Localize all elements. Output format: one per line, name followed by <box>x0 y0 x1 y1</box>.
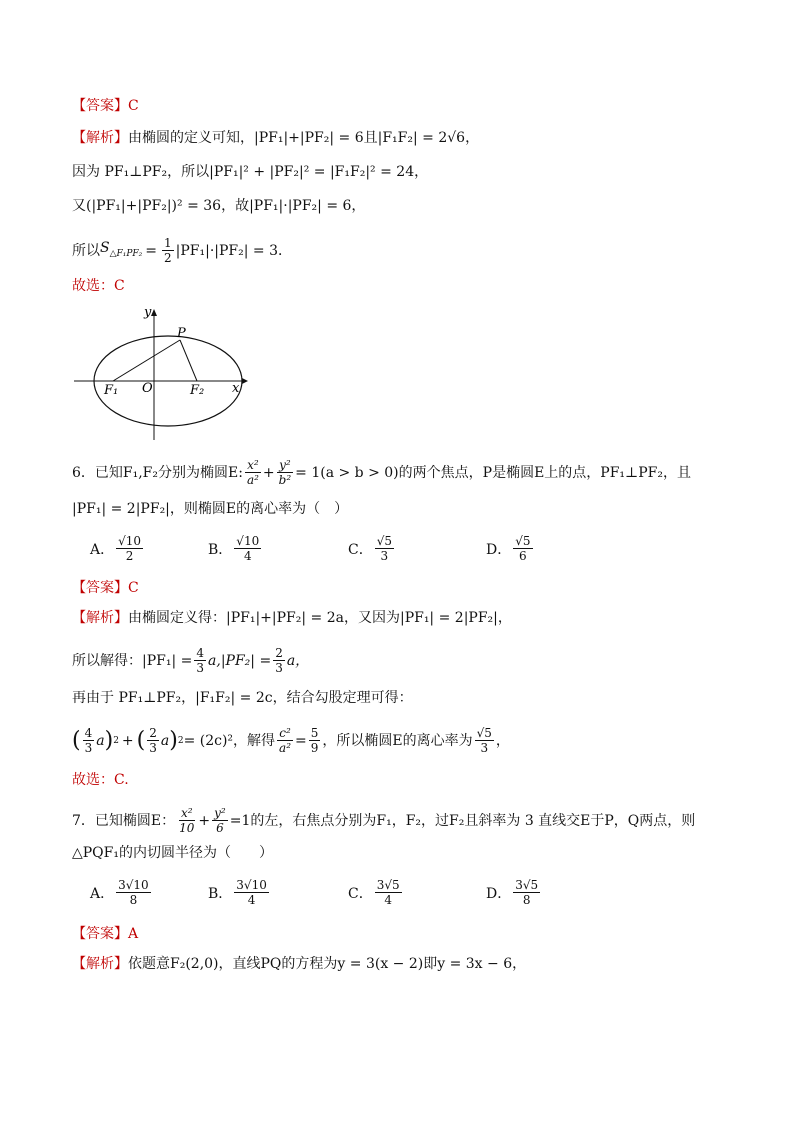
fraction-2-3: $\frac{2}{3}$ <box>275 646 283 675</box>
answer-value: C <box>128 580 139 596</box>
q5-analysis-line-4: 所以 $S_{\triangle F_1PF_2}$ = $\frac{1}{2}$ |PF₁|·|PF₂| = 3． <box>72 236 293 265</box>
answer-value: C <box>128 98 139 114</box>
q6-analysis-line-3: 再由于 PF₁⊥PF₂，|F₁F₂| = 2c，结合勾股定理可得： <box>72 690 413 706</box>
q5-analysis-line-1 <box>72 128 479 148</box>
q6-option-b[interactable]: B． $\frac{√10}{4}$ <box>208 534 260 563</box>
q6-option-d[interactable]: D． $\frac{√5}{6}$ <box>486 534 531 563</box>
ellipse-figure <box>70 304 250 444</box>
analysis-text: 由椭圆定义得：|PF₁|+|PF₂| = 2a，又因为|PF₁| = 2|PF₂|， <box>128 610 512 626</box>
q7-option-c[interactable]: C． $\frac{3√5}{4}$ <box>348 878 400 907</box>
equation: |PF₁|+|PF₂| = 6且|F₁F₂| = 2√6， <box>254 130 480 146</box>
point-p-label: P <box>177 326 186 341</box>
equation: |PF₁|·|PF₂| = 3． <box>175 242 293 259</box>
q5-answer-line <box>72 96 139 116</box>
fraction-y2-6: $\frac{\text{y²}}{6}$ <box>214 806 226 835</box>
analysis-text: 因为 PF₁⊥PF₂，所以|PF₁|² + |PF₂|² = |F₁F₂|² = 24， <box>72 164 429 180</box>
x-axis-label: x <box>232 381 240 396</box>
f2-label: F₂ <box>190 383 205 398</box>
origin-label: O <box>142 381 153 396</box>
analysis-tag: 【解析】 <box>72 610 128 626</box>
q7-option-b[interactable]: B． $\frac{3√10}{4}$ <box>208 878 267 907</box>
q7-stem-line-2: △PQF₁的内切圆半径为（ ） <box>72 845 273 861</box>
fraction-x2-a2: $\frac{\text{x²}}{\text{a²}}$ <box>246 458 259 487</box>
q6-stem-line-2: |PF₁| = 2|PF₂|，则椭圆E的离心率为（ ） <box>72 501 349 517</box>
answer-tag: 【答案】 <box>72 926 128 942</box>
q6-analysis-line-1 <box>72 608 512 628</box>
q6-analysis-line-4: ( $\frac{4}{3}$ a ) 2 + ( $\frac{2}{3}$ a ) 2 = (2c)²，解得 $\frac{\text{c²}}{\text{a²}}$ = $\frac{5}{9}$ ，所以椭圆E的离心率为 $\frac{√5}{3}$ ， <box>72 726 510 755</box>
answer-value: A <box>128 926 139 942</box>
answer-tag: 【答案】 <box>72 98 128 114</box>
analysis-text: 由椭圆的定义可知， <box>128 130 254 146</box>
q5-conclusion: 故选：C <box>72 278 125 294</box>
fraction-4-3: $\frac{4}{3}$ <box>196 646 205 675</box>
fraction-y2-b2: $\frac{\text{y²}}{\text{b²}}$ <box>278 458 292 487</box>
analysis-text: 所以 <box>72 242 100 259</box>
q5-analysis-line-2 <box>72 162 428 182</box>
q6-stem: 6．已知F₁,F₂分别为椭圆E: <box>72 464 243 481</box>
q6-option-c[interactable]: C． $\frac{√5}{3}$ <box>348 534 392 563</box>
q6-answer-line <box>72 578 139 598</box>
fraction-c2-a2: $\frac{\text{c²}}{\text{a²}}$ <box>279 726 292 755</box>
fraction-eccentricity: $\frac{√5}{3}$ <box>476 726 492 755</box>
analysis-text: 依题意F₂(2,0)，直线PQ的方程为y = 3(x − 2)即y = 3x − 6， <box>128 956 527 972</box>
q6-conclusion: 故选：C. <box>72 772 129 788</box>
q7-answer-line <box>72 924 138 944</box>
q6-analysis-line-2: 所以解得：|PF₁| = $\frac{4}{3}$ a,|PF₂| = $\frac{2}{3}$ a， <box>72 646 310 675</box>
q7-option-a[interactable]: A． $\frac{3√10}{8}$ <box>90 878 149 907</box>
analysis-text: 又(|PF₁|+|PF₂|)² = 36，故|PF₁|·|PF₂| = 6， <box>72 198 366 214</box>
q6-option-a[interactable]: A． $\frac{√10}{2}$ <box>90 534 142 563</box>
fraction-5-9: $\frac{5}{9}$ <box>310 726 319 755</box>
q7-analysis-line-1 <box>72 954 526 974</box>
q6-stem-line-1: 6．已知F₁,F₂分别为椭圆E: $\frac{\text{x²}}{\text{a²}}$ + $\frac{\text{y²}}{\text{b²}}$ = 1(a > b > 0)的两个焦点，P是椭圆E上的点，PF₁⊥PF₂，且 <box>72 458 691 487</box>
q5-analysis-line-3 <box>72 196 365 216</box>
q7-stem-line-1: 7．已知椭圆E： $\frac{\text{x²}}{10}$ + $\frac{\text{y²}}{6}$ =1的左，右焦点分别为F₁，F₂，过F₂且斜率为 3 直线交E于P，Q两点，则 <box>72 806 696 835</box>
f1-label: F₁ <box>104 383 119 398</box>
answer-tag: 【答案】 <box>72 580 128 596</box>
analysis-tag: 【解析】 <box>72 130 128 146</box>
area-symbol: $S_{\triangle F_1PF_2}$ <box>100 239 143 259</box>
fraction-half: $\frac{1}{2}$ <box>164 236 172 265</box>
q7-option-d[interactable]: D． $\frac{3√5}{8}$ <box>486 878 539 907</box>
y-axis-label: y <box>144 305 152 320</box>
analysis-tag: 【解析】 <box>72 956 128 972</box>
fraction-x2-10: $\frac{\text{x²}}{10}$ <box>179 806 195 835</box>
q6-stem-cont: = 1(a > b > 0)的两个焦点，P是椭圆E上的点，PF₁⊥PF₂，且 <box>295 464 691 481</box>
